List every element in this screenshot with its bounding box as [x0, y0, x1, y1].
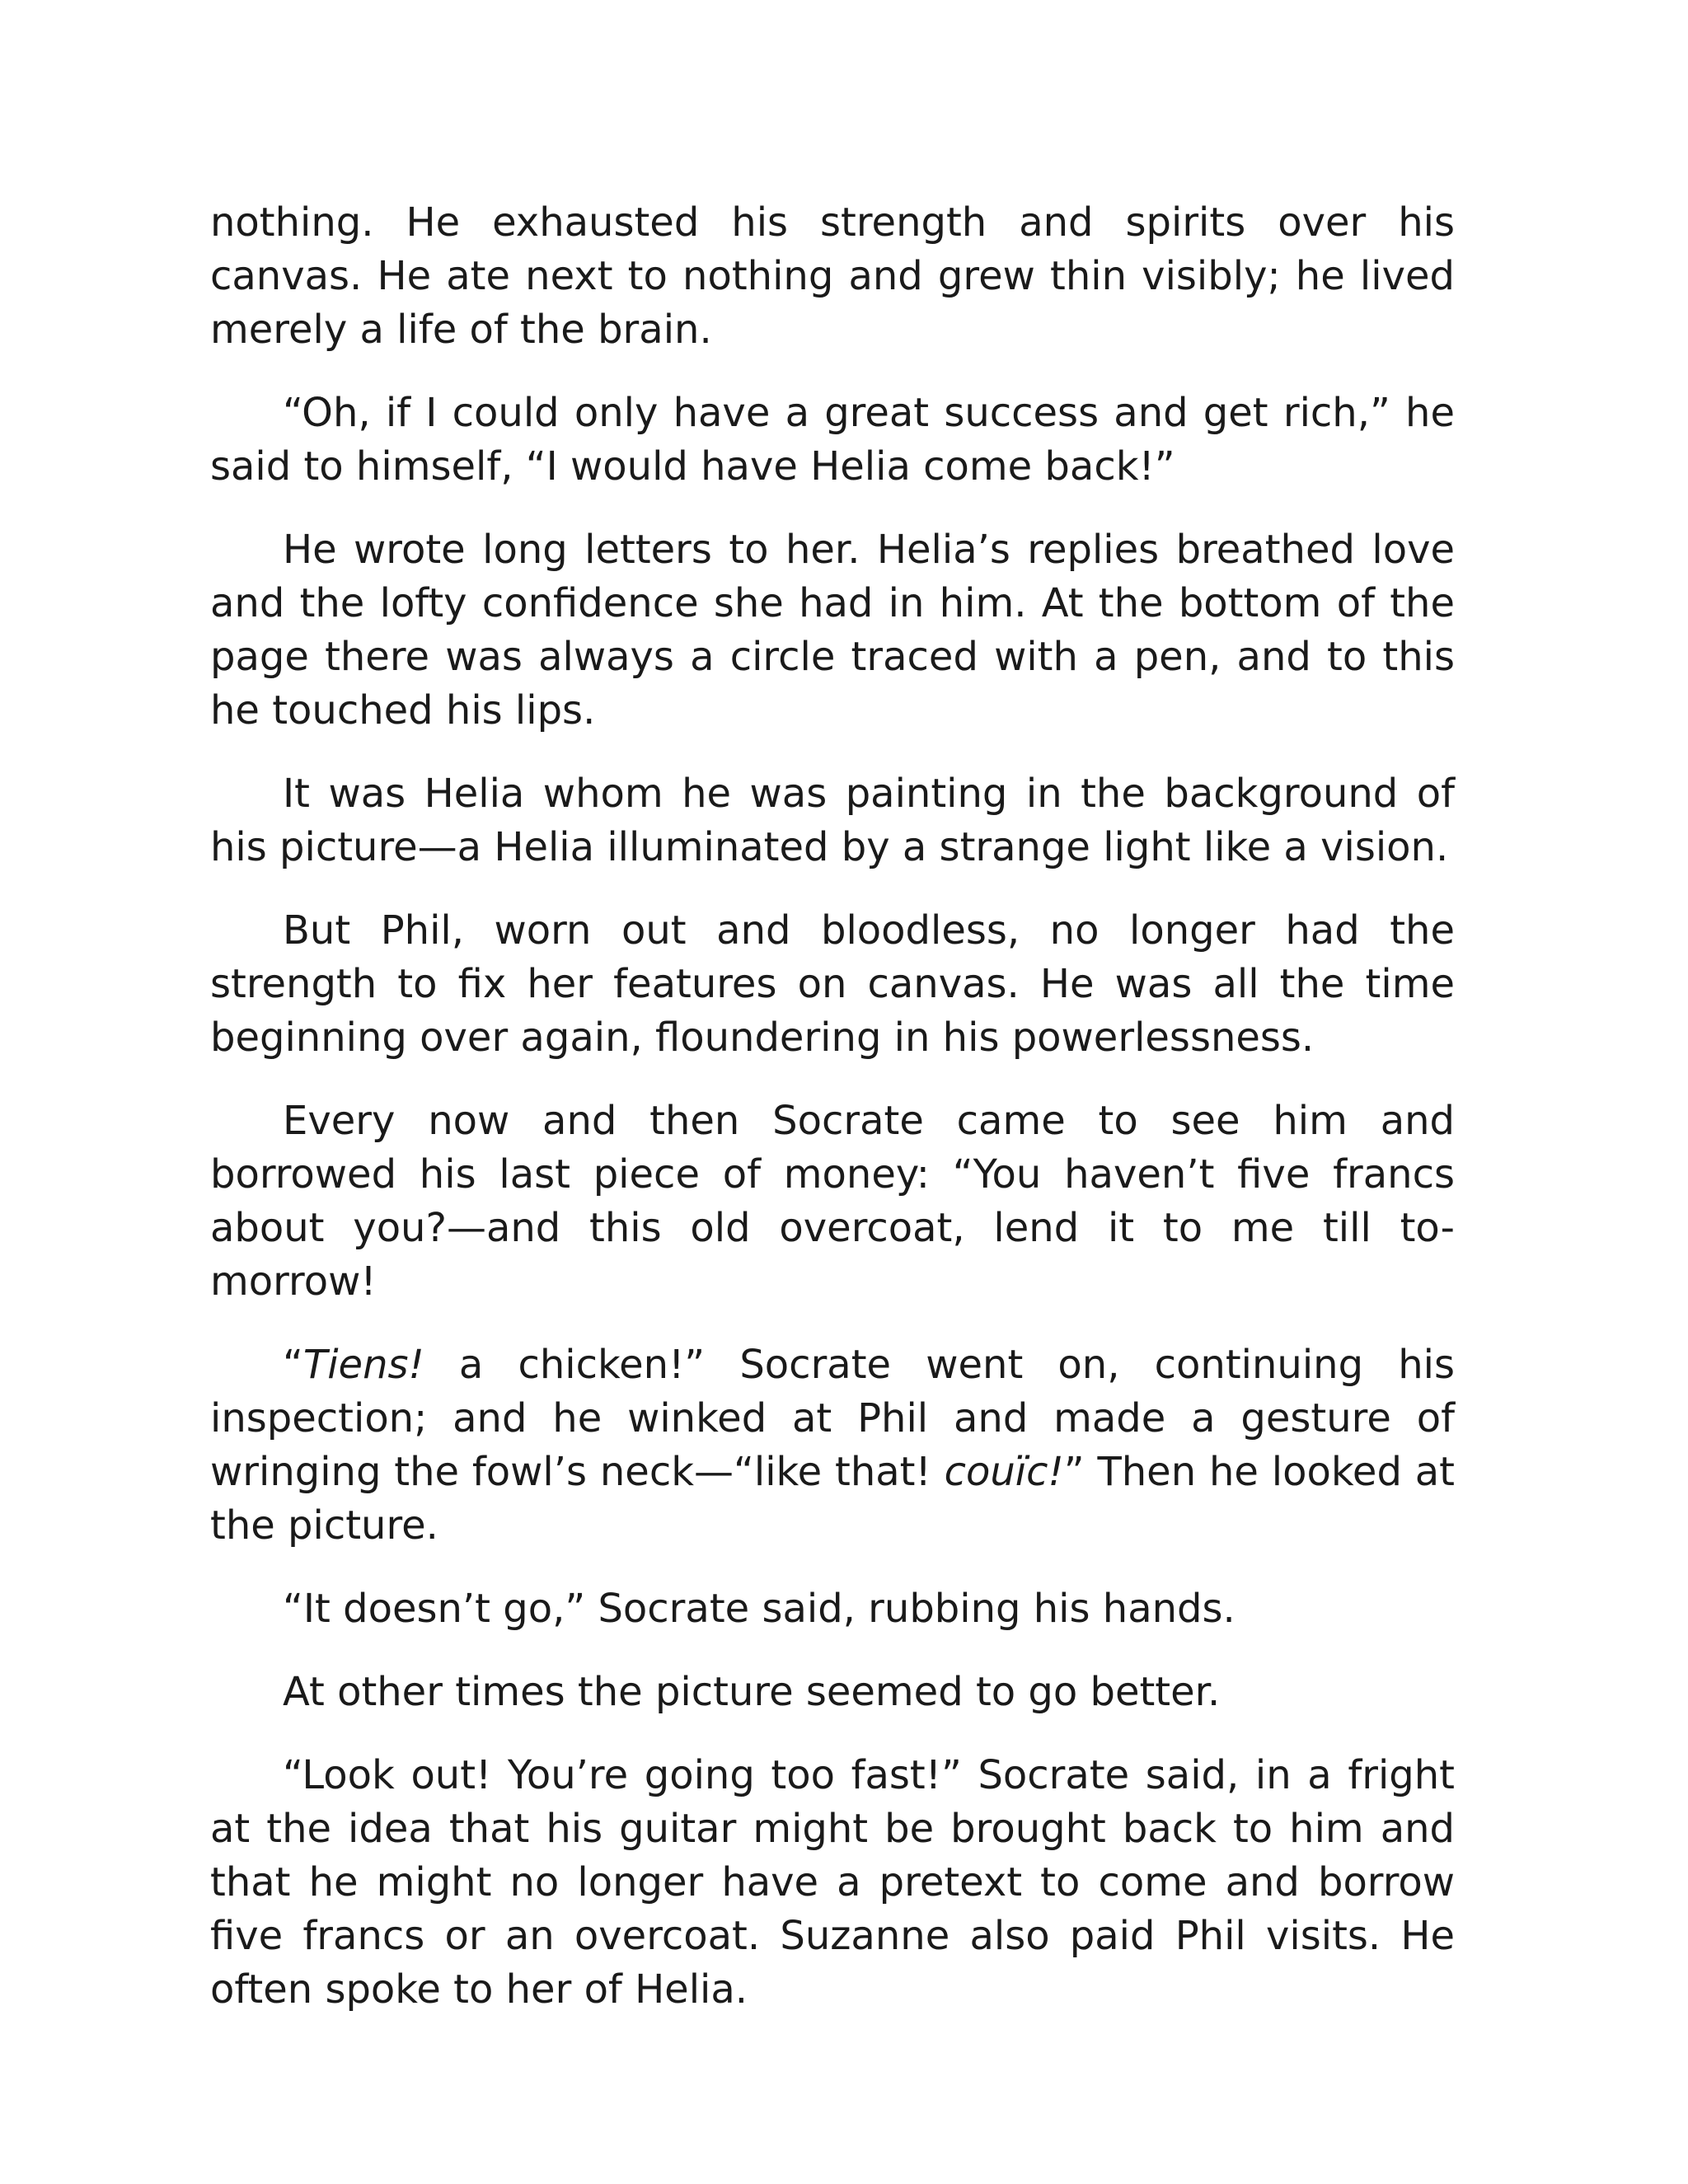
paragraph-text: At other times the picture seemed to go better.	[283, 1669, 1221, 1715]
paragraph-text: “Look out! You’re going too fast!” Socrate said, in a fright at the idea that his guitar might be brought back to him and that he might no longer have a pretext to come and borrow five francs or an overcoat. Suzanne also paid Phil visits. He often spoke to her of Helia.	[210, 1752, 1455, 2013]
paragraph	[210, 1338, 1455, 1553]
paragraph	[210, 196, 1455, 357]
italic-text: couïc!	[944, 1449, 1064, 1495]
paragraph	[210, 1749, 1455, 2017]
paragraph-text: But Phil, worn out and bloodless, no longer had the strength to fix her features on canvas. He was all the time beginning over again, floundering in his powerlessness.	[210, 907, 1455, 1061]
paragraph-text: He wrote long letters to her. Helia’s replies breathed love and the lofty confidence she had in him. At the bottom of the page there was always a circle traced with a pen, and to this he touched his lips.	[210, 527, 1455, 733]
paragraph-text: “Oh, if I could only have a great success and get rich,” he said to himself, “I would have Helia come back!”	[210, 390, 1455, 490]
paragraph	[210, 523, 1455, 738]
paragraph	[210, 904, 1455, 1065]
paragraph-text: “	[283, 1342, 303, 1388]
paragraph	[210, 387, 1455, 494]
paragraph-text: “It doesn’t go,” Socrate said, rubbing his hands.	[283, 1586, 1236, 1632]
paragraph	[210, 1666, 1455, 1719]
paragraph-text: nothing. He exhausted his strength and spirits over his canvas. He ate next to nothing and grew thin visibly; he lived merely a life of the brain.	[210, 199, 1455, 353]
paragraph	[210, 1582, 1455, 1636]
italic-text: Tiens!	[302, 1342, 424, 1388]
page-body	[210, 196, 1455, 2046]
paragraph-text: ” Then he looked at the picture.	[210, 1449, 1456, 1549]
paragraph-text: It was Helia whom he was painting in the background of his picture—a Helia illuminated by a strange light like a vision.	[210, 771, 1455, 870]
paragraph	[210, 767, 1455, 874]
paragraph-text: a chicken!” Socrate went on, continuing his inspection; and he winked at Phil and made a gesture of wringing the fowl’s neck—“like that!	[210, 1342, 1455, 1495]
paragraph	[210, 1094, 1455, 1309]
paragraph-text: Every now and then Socrate came to see him and borrowed his last piece of money: “You haven’t five francs about you?—and this old overcoat, lend it to me till to-morrow!	[210, 1098, 1455, 1305]
